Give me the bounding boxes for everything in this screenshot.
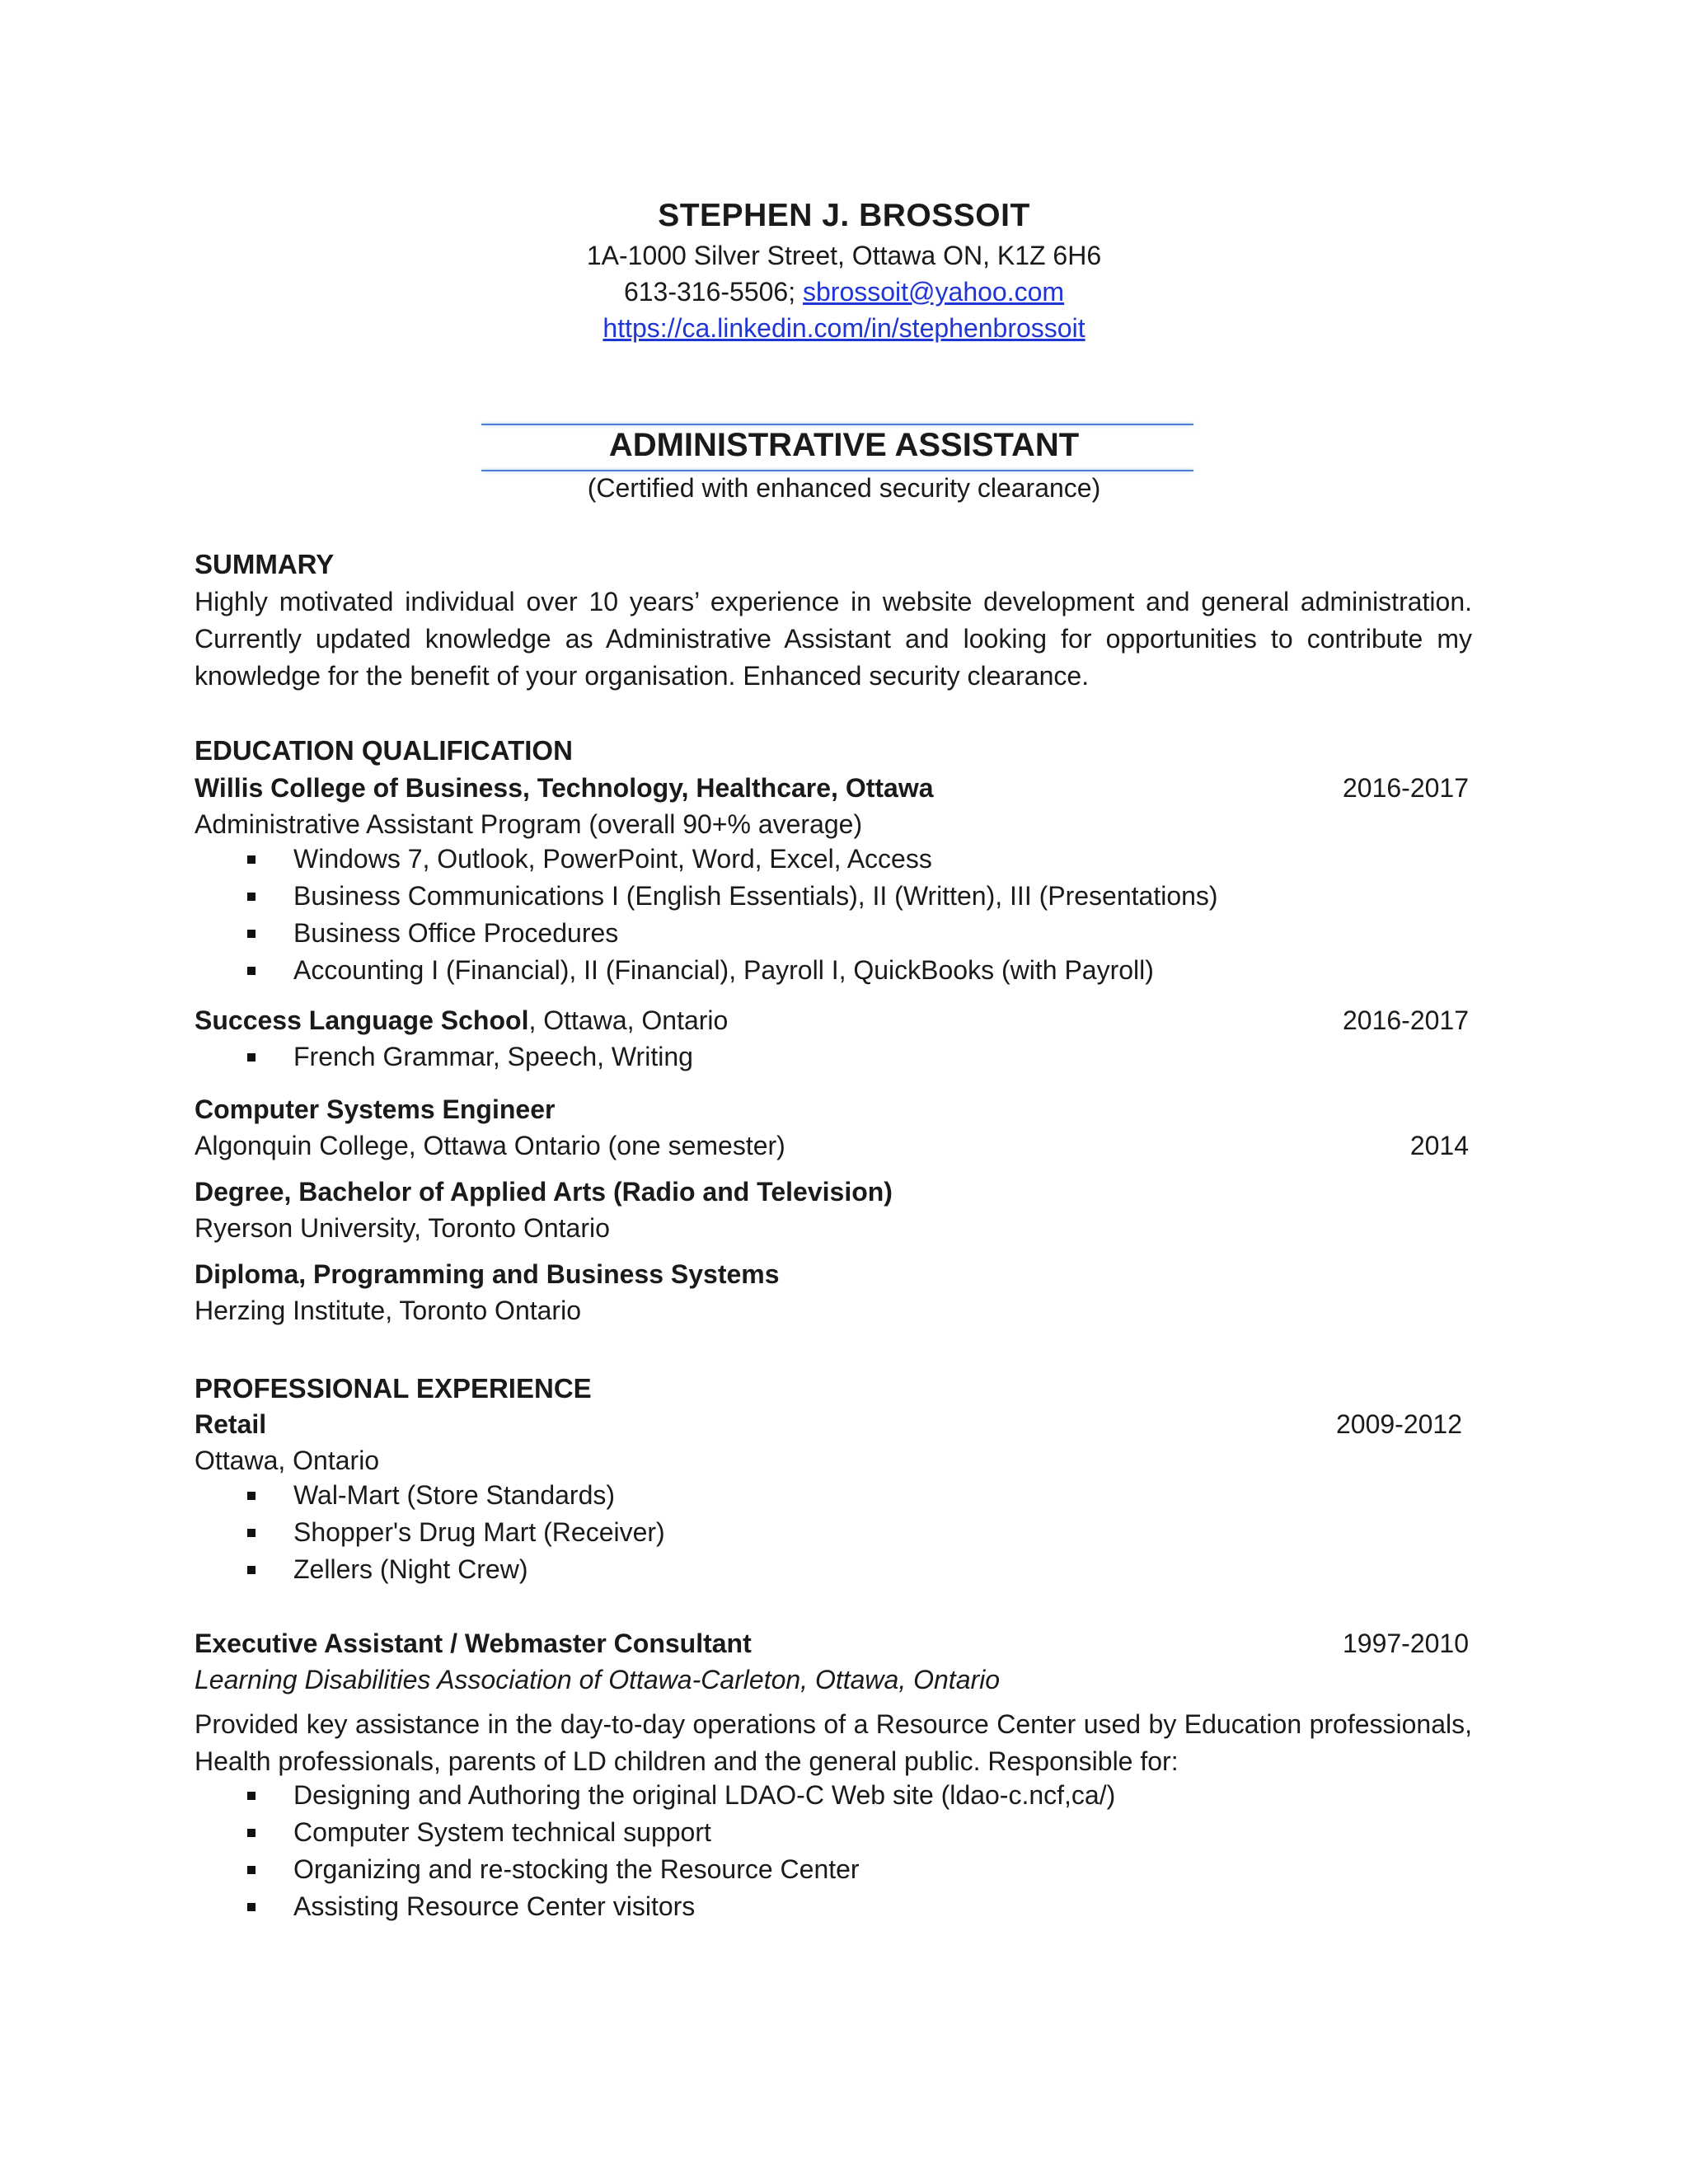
list-item: Zellers (Night Crew) [195,1551,665,1588]
bullet-icon [247,1792,256,1800]
bullet-icon [247,1903,256,1911]
top-divider [481,424,1193,425]
bullet-icon [247,1529,256,1537]
linkedin-row [0,313,1688,344]
success-location: , Ottawa, Ontario [528,1005,729,1035]
exec-title: Executive Assistant / Webmaster Consultant [195,1629,752,1658]
phone: 613-316-5506; [623,277,796,307]
list-item: Computer System technical support [195,1814,1115,1851]
contact-line [0,277,1688,307]
list-item: Shopper's Drug Mart (Receiver) [195,1514,665,1551]
bullet-icon [247,1566,256,1574]
diploma-title: Diploma, Programming and Business Systems [195,1259,780,1289]
cse-date: 2014 [1409,1131,1469,1160]
email-link[interactable]: sbrossoit@yahoo.com [803,277,1065,307]
cse-title: Computer Systems Engineer [195,1094,556,1124]
exec-responsibilities [195,1777,1115,1925]
bullet-icon [247,1829,256,1837]
degree-title: Degree, Bachelor of Applied Arts (Radio and Television) [195,1177,893,1207]
bullet-icon [247,1492,256,1500]
retail-location: Ottawa, Ontario [195,1446,380,1475]
list-item: Business Communications I (English Essentials), II (Written), III (Presentations) [195,878,1218,915]
willis-date: 2016-2017 [1342,773,1469,803]
linkedin-link[interactable]: https://ca.linkedin.com/in/stephenbrossoit [603,313,1085,343]
bullet-icon [247,1866,256,1874]
cse-detail: Algonquin College, Ottawa Ontario (one semester) [195,1131,785,1160]
list-item: Business Office Procedures [195,915,1218,952]
retail-title: Retail [195,1409,267,1439]
bullet-icon [247,893,256,901]
summary-text: Highly motivated individual over 10 years’ experience in website development and general administration. Currently updated knowledge as Administrative Assistant and looking for opportunities to contribute my knowledge for the benefit of your organisation. Enhanced security clearance. [195,587,1472,691]
success-school-row [195,1005,728,1036]
success-school: Success Language School [195,1005,529,1035]
list-item: Designing and Authoring the original LDAO-C Web site (ldao-c.ncf,ca/) [195,1777,1115,1814]
candidate-name: STEPHEN J. BROSSOIT [658,198,1030,233]
diploma-detail: Herzing Institute, Toronto Ontario [195,1296,581,1325]
exec-org: Learning Disabilities Association of Ottawa-Carleton, Ottawa, Ontario [195,1665,1001,1694]
willis-course-list [195,841,1218,989]
bottom-divider [481,470,1193,471]
willis-program: Administrative Assistant Program (overall 90+% average) [195,809,863,839]
success-date: 2016-2017 [1342,1005,1469,1035]
list-item: Assisting Resource Center visitors [195,1888,1115,1925]
bullet-icon [247,855,256,864]
list-item: Accounting I (Financial), II (Financial), Payroll I, QuickBooks (with Payroll) [195,952,1218,989]
role-subtitle: (Certified with enhanced security clearance) [587,473,1101,503]
degree-detail: Ryerson University, Toronto Ontario [195,1213,610,1243]
success-course-list [195,1038,693,1076]
address: 1A-1000 Silver Street, Ottawa ON, K1Z 6H6 [586,241,1102,270]
bullet-icon [247,967,256,975]
summary-heading: SUMMARY [195,549,335,579]
experience-heading: PROFESSIONAL EXPERIENCE [195,1373,592,1404]
list-item: French Grammar, Speech, Writing [195,1038,693,1076]
exec-description: Provided key assistance in the day-to-day operations of a Resource Center used by Education professionals, Health professionals, parents of LD children and the general public. Responsible for: [195,1709,1472,1776]
role-title: ADMINISTRATIVE ASSISTANT [608,427,1080,463]
list-item: Organizing and re-stocking the Resource Center [195,1851,1115,1888]
bullet-icon [247,1053,256,1062]
retail-list [195,1477,665,1588]
retail-date: 2009-2012 [1335,1409,1462,1439]
bullet-icon [247,930,256,938]
exec-date: 1997-2010 [1342,1629,1469,1658]
willis-school: Willis College of Business, Technology, Healthcare, Ottawa [195,773,934,803]
list-item: Windows 7, Outlook, PowerPoint, Word, Excel, Access [195,841,1218,878]
list-item: Wal-Mart (Store Standards) [195,1477,665,1514]
education-heading: EDUCATION QUALIFICATION [195,735,573,766]
